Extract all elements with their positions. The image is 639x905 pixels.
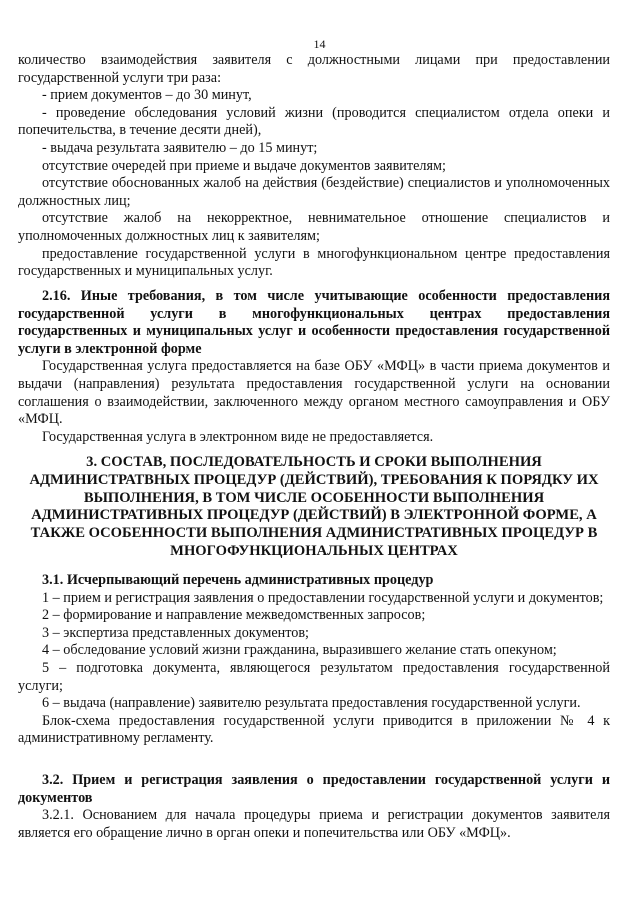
paragraph: отсутствие обоснованных жалоб на действия (бездействие) специалистов и уполномоченных должностных лиц; [18,175,610,209]
paragraph: отсутствие жалоб на некорректное, невнимательное отношение специалистов и уполномоченных должностных лиц к заявителям; [18,210,610,244]
section-3-1 [18,572,610,748]
section-heading: 3.1. Исчерпывающий перечень административных процедур [42,572,434,588]
chapter-title-line: ВЫПОЛНЕНИЯ, В ТОМ ЧИСЛЕ ОСОБЕННОСТИ ВЫПОЛНЕНИЯ [83,489,545,506]
section-2-16 [18,288,610,446]
section-heading: 2.16. Иные требования, в том числе учитывающие особенности предоставления государственной услуги в многофункциональных центрах предоставления государственных и муниципальных услуг и особенности предоставления государственной услуги в электронной форме [18,288,610,357]
quality-indicators-block [18,52,610,281]
paragraph: - прием документов – до 30 минут, [42,87,252,104]
paragraph: Государственная услуга предоставляется на базе ОБУ «МФЦ» в части приема документов и выдачи (направления) результата предоставления государственной услуги на основании соглашения о взаимодействии, заключенного между органом местного самоуправления и ОБУ «МФЦ. [18,358,610,428]
chapter-title-line: МНОГОФУНКЦИОНАЛЬНЫХ ЦЕНТРАХ [170,542,458,559]
list-item: 2 – формирование и направление межведомственных запросов; [42,607,426,624]
paragraph: количество взаимодействия заявителя с должностными лицами при предоставлении государственной услуги три раза: [18,52,610,86]
paragraph: Блок-схема предоставления государственной услуги приводится в приложении № 4 к административному регламенту. [18,712,610,747]
list-item: 1 – прием и регистрация заявления о предоставлении государственной услуги и документов; [42,589,604,606]
chapter-3-heading [18,454,610,561]
chapter-title-line: ТАКЖЕ ОСОБЕННОСТИ ВЫПОЛНЕНИЯ АДМИНИСТРАТИВНЫХ ПРОЦЕДУР В [30,525,598,542]
paragraph: Государственная услуга в электронном виде не предоставляется. [42,428,434,445]
chapter-title-line: АДМИНИСТРАТИВНЫХ ПРОЦЕДУР (ДЕЙСТВИЙ) В ЭЛЕКТРОННОЙ ФОРМЕ, А [31,507,597,524]
paragraph: отсутствие очередей при приеме и выдаче документов заявителям; [42,157,446,174]
chapter-title-line: 3. СОСТАВ, ПОСЛЕДОВАТЕЛЬНОСТЬ И СРОКИ ВЫПОЛНЕНИЯ [86,454,542,470]
chapter-title-line: АДМИНИСТРАТВНЫХ ПРОЦЕДУР (ДЕЙСТВИЙ), ТРЕБОВАНИЯ К ПОРЯДКУ ИХ [29,471,599,488]
paragraph: - проведение обследования условий жизни (проводится специалистом отдела опеки и попечительства, в течение десяти дней), [18,104,610,139]
list-item: 3 – экспертиза представленных документов; [42,624,309,641]
section-heading: 3.2. Прием и регистрация заявления о предоставлении государственной услуги и документов [18,772,610,806]
list-item: 4 – обследование условий жизни гражданина, выразившего желание стать опекуном; [42,642,557,659]
list-item: 5 – подготовка документа, являющегося результатом предоставления государственной услуги; [18,659,610,694]
paragraph: 3.2.1. Основанием для начала процедуры приема и регистрации документов заявителя является его обращение лично в орган опеки и попечительства или ОБУ «МФЦ». [18,807,610,841]
section-3-2 [18,772,610,842]
paragraph: - выдача результата заявителю – до 15 минут; [42,139,318,156]
list-item: 6 – выдача (направление) заявителю результата предоставления государственной услуги. [42,695,581,712]
page-number: 14 [313,37,326,51]
paragraph: предоставление государственной услуги в многофункциональном центре предоставления государственных и муниципальных услуг. [18,245,610,280]
